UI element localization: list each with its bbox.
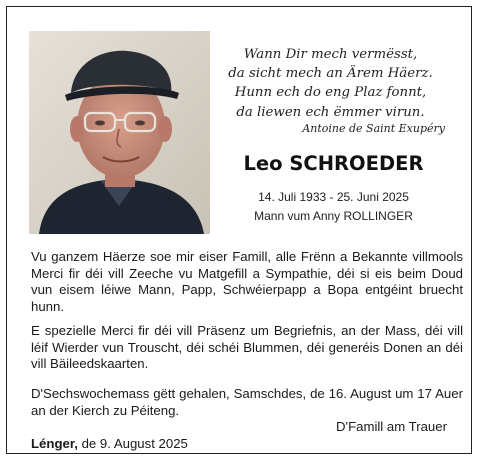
poem-author: Antoine de Saint Exupéry — [302, 122, 445, 135]
notice-frame — [6, 6, 472, 454]
deceased-name — [222, 152, 445, 175]
place-date-text: de 9. August 2025 — [77, 436, 188, 451]
first-name: Leo — [243, 152, 283, 175]
poem-line: da sicht mech an Ärem Häerz. — [228, 66, 433, 82]
memorial-poem — [222, 45, 439, 122]
thanks-paragraph: Vu ganzem Häerze soe mir eiser Famill, alle Frënn a Bekannte villmools Merci fir déi vill Zeeche vu Matgefill a Sympathie, déi si eis beim Doud vun eisem léiwe Mann, Papp, Schwéierpapp a Bopa entgéint bruecht hunn. — [31, 249, 463, 314]
poem-line: Hunn ech do eng Plaz fonnt, — [234, 85, 427, 101]
special-thanks-paragraph: E spezielle Merci fir déi vill Präsenz um Begriefnis, an der Mass, déi vill léif Wierder vun Trouscht, déi schéi Blummen, déi generéis Donen an déi vill Bäileedskaarten. — [31, 323, 463, 371]
place-date — [31, 436, 188, 451]
spouse-line: Mann vum Anny ROLLINGER — [254, 209, 413, 223]
life-dates: 14. Juli 1933 - 25. Juni 2025 — [258, 190, 409, 204]
place-town: Lénger, — [31, 436, 78, 451]
portrait-image — [29, 31, 210, 234]
mass-announcement: D'Sechswochemass gëtt gehalen, Samschdes, de 16. August um 17 Auer an der Kierch zu Péiteng. — [31, 386, 463, 418]
poem-line: da liewen ech ëmmer virun. — [236, 104, 425, 120]
family-signoff: D'Famill am Trauer — [336, 419, 447, 434]
poem-line: Wann Dir mech vermësst, — [243, 47, 418, 62]
portrait-photo — [29, 31, 210, 234]
last-name: SCHROEDER — [289, 152, 424, 175]
